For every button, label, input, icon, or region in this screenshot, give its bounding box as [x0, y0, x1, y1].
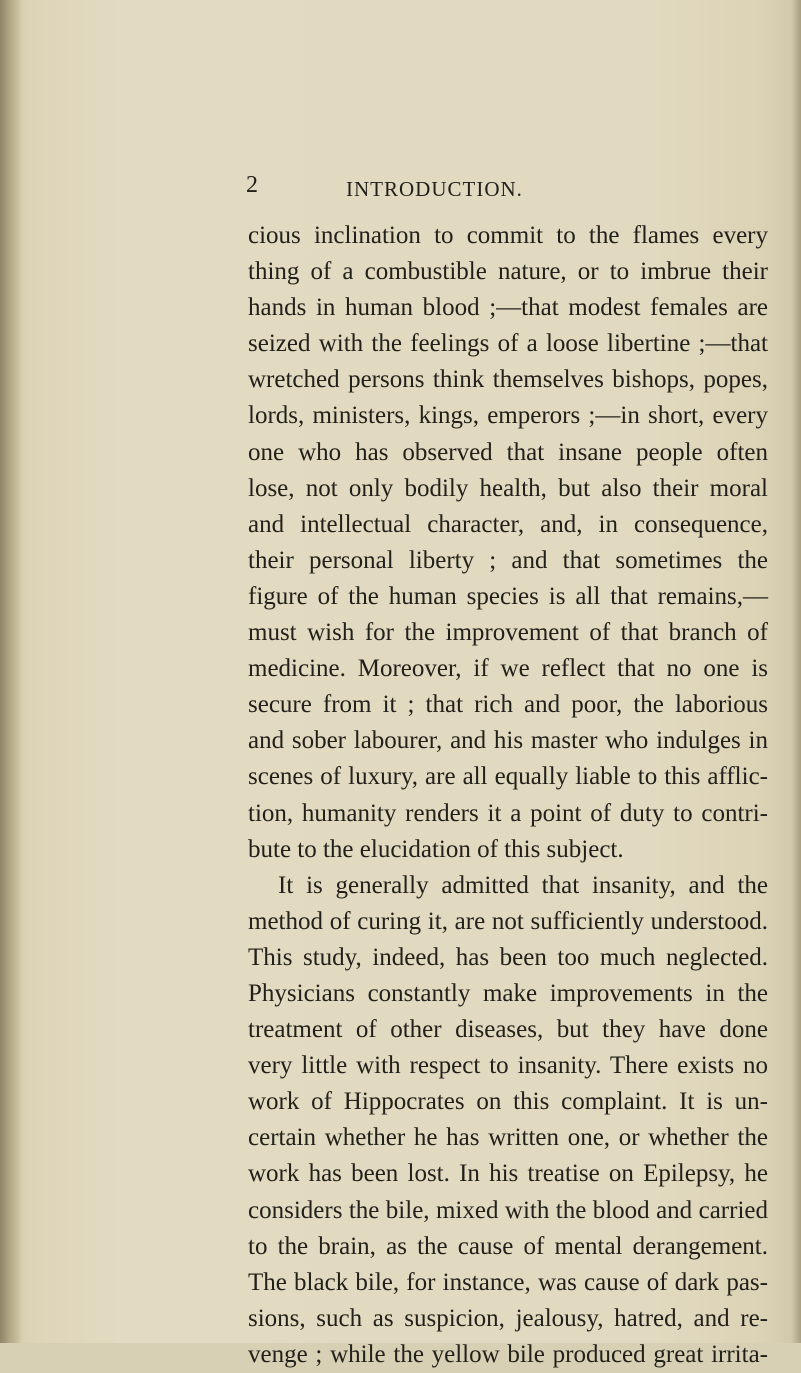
- text-line: secure from it ; that rich and poor, the laborious: [248, 691, 768, 719]
- text-line: scenes of luxury, are all equally liable to this afflic-: [248, 763, 768, 791]
- paragraph-end-line: bute to the elucidation of this subject.: [248, 835, 624, 863]
- text-line: work has been lost. In his treatise on Epilepsy, he: [248, 1160, 768, 1188]
- text-line: hands in human blood ;—that modest females are: [248, 294, 768, 322]
- text-line: thing of a combustible nature, or to imbrue their: [248, 258, 768, 286]
- text-line: their personal liberty ; and that sometimes the: [248, 546, 768, 574]
- text-line: lose, not only bodily health, but also their moral: [248, 474, 768, 502]
- text-line: lords, ministers, kings, emperors ;—in short, every: [248, 402, 768, 430]
- text-line: considers the bile, mixed with the blood and carried: [248, 1196, 768, 1224]
- text-line: tion, humanity renders it a point of duty to contri-: [248, 799, 768, 827]
- text-line: treatment of other diseases, but they have done: [248, 1016, 768, 1044]
- text-line: wretched persons think themselves bishops, popes,: [248, 366, 768, 394]
- text-line: figure of the human species is all that remains,—: [248, 582, 768, 610]
- running-head: [0, 170, 801, 204]
- paragraph-start-line: It is generally admitted that insanity, and the: [278, 871, 768, 899]
- text-line: and sober labourer, and his master who indulges in: [248, 727, 768, 755]
- text-line: very little with respect to insanity. There exists no: [248, 1052, 768, 1080]
- page-number: 2: [246, 172, 258, 198]
- text-line: to the brain, as the cause of mental derangement.: [248, 1232, 768, 1260]
- text-line: method of curing it, are not sufficiently understood.: [248, 907, 768, 935]
- text-line: seized with the feelings of a loose libertine ;—that: [248, 330, 768, 358]
- text-line: must wish for the improvement of that branch of: [248, 619, 768, 647]
- text-line: cious inclination to commit to the flames every: [248, 222, 768, 249]
- text-line: one who has observed that insane people often: [248, 438, 768, 466]
- text-line: medicine. Moreover, if we reflect that no one is: [248, 655, 768, 683]
- section-title: INTRODUCTION.: [346, 177, 523, 201]
- text-line: work of Hippocrates on this complaint. It is un-: [248, 1088, 768, 1116]
- text-line: and intellectual character, and, in consequence,: [248, 510, 768, 538]
- text-line: Physicians constantly make improvements in the: [248, 979, 768, 1007]
- body-text: [248, 218, 768, 1373]
- text-line: sions, such as suspicion, jealousy, hatred, and re-: [248, 1304, 768, 1332]
- text-line: The black bile, for instance, was cause of dark pas-: [248, 1268, 768, 1296]
- text-line: venge ; while the yellow bile produced great irrita-: [248, 1340, 768, 1368]
- text-line: This study, indeed, has been too much neglected.: [248, 943, 768, 971]
- text-line: certain whether he has written one, or whether the: [248, 1124, 768, 1152]
